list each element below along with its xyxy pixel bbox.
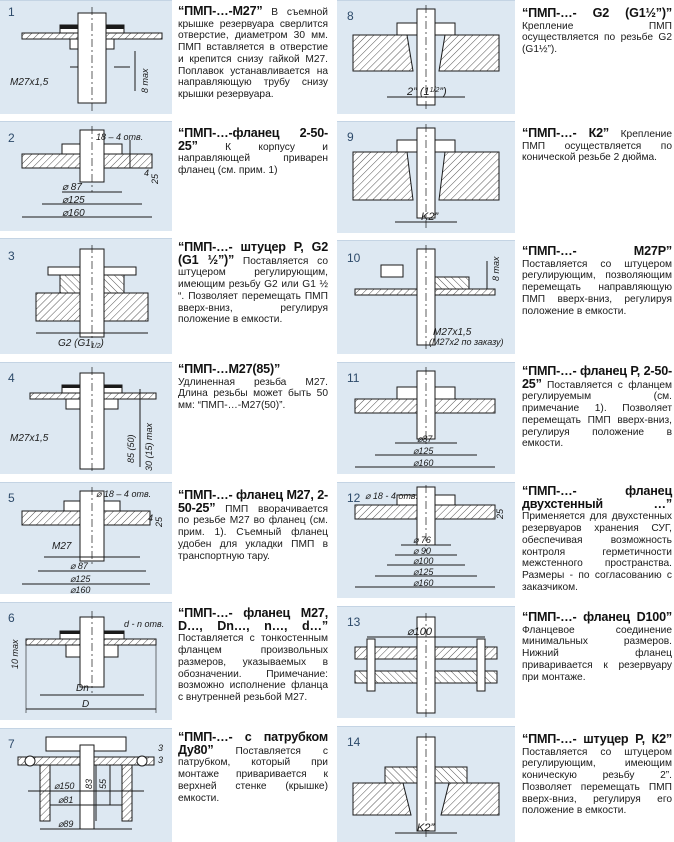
description-10 (522, 246, 672, 317)
drawing-11 (337, 363, 515, 475)
thread-fraction: 1/2 (90, 343, 101, 350)
item-number: 2 (8, 131, 15, 145)
d89-label: ⌀89 (58, 819, 74, 829)
item-text: Поставляется со штуцером регулирующим, имеющим коническую резьбу 2”. Позволяет перемещать ПМП вверх-вниз, регулируя его положение в емкости. (522, 746, 672, 817)
drawing-2 (0, 122, 172, 232)
h4-label: 4 (148, 513, 154, 523)
d125-label: ⌀125 (413, 446, 434, 456)
depth-label: 8 max (491, 256, 501, 281)
h25-label: 25 (495, 508, 505, 519)
d100-label: ⌀100 (407, 626, 432, 638)
depth-label: 8 max (140, 68, 150, 93)
thread-alt-label: (M27x2 по заказу) (429, 337, 504, 347)
d100-label: ⌀100 (413, 556, 434, 566)
item-number: 13 (347, 615, 361, 629)
svg-text:2” (11/2”) (406, 86, 447, 98)
drawing-panel-11 (337, 362, 515, 474)
description-12 (522, 486, 672, 593)
item-text: Крепление ПМП осуществляется по резьбе G2 (G1½”). (522, 20, 672, 56)
holes-label: 18 – 4 отв. (96, 132, 144, 142)
description-3 (178, 242, 328, 326)
drawing-10 (337, 241, 515, 355)
description-9 (522, 128, 672, 164)
drawing-panel-7 (0, 728, 172, 842)
item-title: “ПМП-…М27(85)” (178, 362, 281, 376)
drawing-9 (337, 122, 515, 234)
description-5 (178, 490, 328, 562)
dn-label: Dn (76, 683, 89, 694)
item-number: 14 (347, 735, 361, 749)
d160-label: ⌀160 (62, 208, 85, 219)
thread-label: M27 (52, 541, 72, 552)
item-title: “ПМП-…- фланец Р, 2-50-25” (522, 364, 672, 391)
item-title: “ПМП-…- фланец D100” (522, 610, 672, 624)
holes-label: ⌀ 18 – 4 отв. (96, 489, 152, 499)
drawing-1 (0, 1, 172, 115)
drawing-7 (0, 729, 172, 842)
thread-label: M27x1,5 (10, 77, 49, 88)
description-7 (178, 732, 328, 804)
description-1 (178, 6, 328, 101)
description-11 (522, 366, 672, 450)
item-text: Применяется для двухстенных резервуаров хранения СУГ, обеспечивая возможность контроля герметичности межстенного пространства. Размеры - по согласованию с заказчиком. (522, 511, 672, 593)
drawing-14 (337, 727, 515, 842)
item-text: Фланцевое соединение минимальных размеров. Нижний фланец приваривается к резервуару при монтаже. (522, 624, 672, 683)
drawing-panel-8 (337, 0, 515, 114)
h83-label: 83 (84, 778, 94, 789)
d160-label: ⌀160 (413, 458, 434, 468)
h25-label: 25 (150, 173, 160, 184)
item-number: 1 (8, 5, 15, 19)
length-label: 85 (50) (126, 434, 136, 463)
item-title: “ПМП-…-фланец 2-50-25” (178, 126, 328, 153)
item-text: К корпусу и направляющей приварен фланец (см. прим. 1) (178, 141, 328, 177)
description-4 (178, 364, 328, 412)
d87-label: ⌀87 (417, 434, 433, 444)
drawing-5 (0, 483, 172, 595)
d90-label: ⌀ 90 (413, 546, 431, 556)
thread-fraction: 1/2 (429, 87, 440, 94)
d76-label: ⌀ 76 (413, 535, 431, 545)
item-text: Поставляется с фланцем регулируемым (см. примечание 1). Позволяет перемещать ПМП вверх-вниз, регулируя положение в емкости. (522, 379, 672, 450)
drawing-panel-4 (0, 362, 172, 474)
d-label: D (82, 699, 90, 710)
d81-label: ⌀81 (58, 795, 74, 805)
d125-label: ⌀125 (70, 574, 91, 584)
drawing-panel-12 (337, 482, 515, 598)
drawing-panel-5 (0, 482, 172, 594)
description-2 (178, 128, 328, 177)
drawing-panel-13 (337, 606, 515, 718)
item-title: “ПМП-…- М27Р” (522, 244, 672, 258)
drawing-panel-14 (337, 726, 515, 842)
item-title: “ПМП-…- фланец двухстенный …” (522, 484, 672, 511)
item-number: 11 (347, 371, 360, 385)
d87-label: ⌀ 87 (70, 561, 88, 571)
holes-label: d - n отв. (124, 619, 165, 629)
svg-text:G2 (G11/2) (58, 338, 104, 350)
d125-label: ⌀125 (413, 567, 434, 577)
item-text: В съемной крышке резервуара сверлится отверстие, диаметром 30 мм. ПМП вставляется в отверстие и крепится снизу гайкой М27. Поплавок устанавливается на направляющую трубу снизу крышки резервуара. (178, 7, 328, 100)
item-text: Удлиненная резьба М27. Длина резьбы может быть 50 мм: “ПМП-…-М27(50)”. (178, 376, 328, 412)
item-number: 9 (347, 130, 354, 144)
item-text: Поставляется с патрубком, который при монтаже приваривается к верхней стенке (крышке) емкости. (178, 745, 328, 804)
drawing-6 (0, 603, 172, 721)
drawing-13 (337, 607, 515, 719)
item-number: 8 (347, 9, 354, 23)
drawing-panel-3 (0, 238, 172, 354)
item-number: 7 (8, 737, 15, 751)
d160-label: ⌀160 (413, 578, 434, 588)
h25-label: 25 (154, 516, 164, 527)
item-text: Поставляется с тонкостенным фланцем произвольных размеров, указываемых в обозначении. Примечание: возможно исполнение фланца с внутренней резьбой М27. (178, 633, 328, 703)
item-text: Поставляется со штуцером регулирующим, имеющим резьбу G2 или G1 ½ “. Позволяет перемещать ПМП вверх-вниз, регулируя положение в емкости. (178, 255, 328, 326)
drawing-panel-2 (0, 121, 172, 231)
drawing-12 (337, 483, 515, 599)
drawing-3 (0, 239, 172, 355)
description-13 (522, 612, 672, 683)
item-title: “ПМП-…- К2” (522, 126, 609, 140)
h55-label: 55 (98, 778, 108, 789)
item-title: “ПМП-…- фланец М27, D…, Dn…, n…, d…” (178, 606, 328, 633)
thread-label: K2” (417, 822, 435, 834)
item-title: “ПМП-…- штуцер Р, К2” (522, 732, 672, 746)
thread-label: G2 (G1 (58, 338, 91, 349)
item-title: “ПМП-…- с патрубком Ду80” (178, 730, 328, 757)
drawing-panel-1 (0, 0, 172, 114)
d150-label: ⌀150 (54, 781, 75, 791)
holes-label: ⌀ 18 - 4 отв. (365, 491, 419, 501)
drawing-panel-10 (337, 240, 515, 354)
item-title: “ПМП-…- G2 (G1½”)” (522, 6, 672, 20)
h-label: 10 max (10, 639, 20, 669)
drawing-panel-9 (337, 121, 515, 233)
d160-label: ⌀160 (70, 585, 91, 595)
item-title: “ПМП-…-М27” (178, 4, 263, 18)
description-14 (522, 734, 672, 817)
item-title: “ПМП-…- штуцер Р, G2 (G1 ½”)” (178, 240, 328, 267)
description-6 (178, 608, 328, 704)
item-number: 5 (8, 491, 15, 505)
d125-label: ⌀125 (62, 195, 85, 206)
thread-label: K2” (421, 211, 439, 223)
thread-label: 2” (1 (407, 86, 430, 98)
thread-label: M27x1,5 (433, 327, 472, 338)
thread-close: ) (100, 338, 104, 349)
drawing-4 (0, 363, 172, 475)
thread-label: M27x1,5 (10, 433, 49, 444)
drawing-8 (337, 1, 515, 115)
item-number: 4 (8, 371, 15, 385)
h3a-label: 3 (158, 743, 164, 753)
item-text: Поставляется со штуцером регулирующим, позволяющим перемещать направляющую ПМП вверх-вниз, регулируя положение в емкости. (522, 258, 672, 317)
d87-label: ⌀ 87 (62, 182, 82, 193)
item-text: ПМП вворачивается по резьбе М27 во фланец (см. прим. 1). Съемный фланец удобен для укладки ПМП в транспортную тару. (178, 503, 328, 562)
item-text: Крепление ПМП осуществляется по конической резьбе 2 дюйма. (522, 129, 672, 164)
item-number: 3 (8, 249, 15, 263)
h3b-label: 3 (158, 755, 164, 765)
h4-label: 4 (144, 168, 150, 178)
drawing-panel-6 (0, 602, 172, 720)
item-number: 10 (347, 251, 361, 265)
thread-close: ”) (439, 86, 447, 98)
item-number: 12 (347, 491, 361, 505)
item-number: 6 (8, 611, 15, 625)
length-max-label: 30 (15) max (144, 422, 154, 471)
description-8 (522, 8, 672, 56)
item-title: “ПМП-…- фланец М27, 2-50-25” (178, 488, 328, 515)
